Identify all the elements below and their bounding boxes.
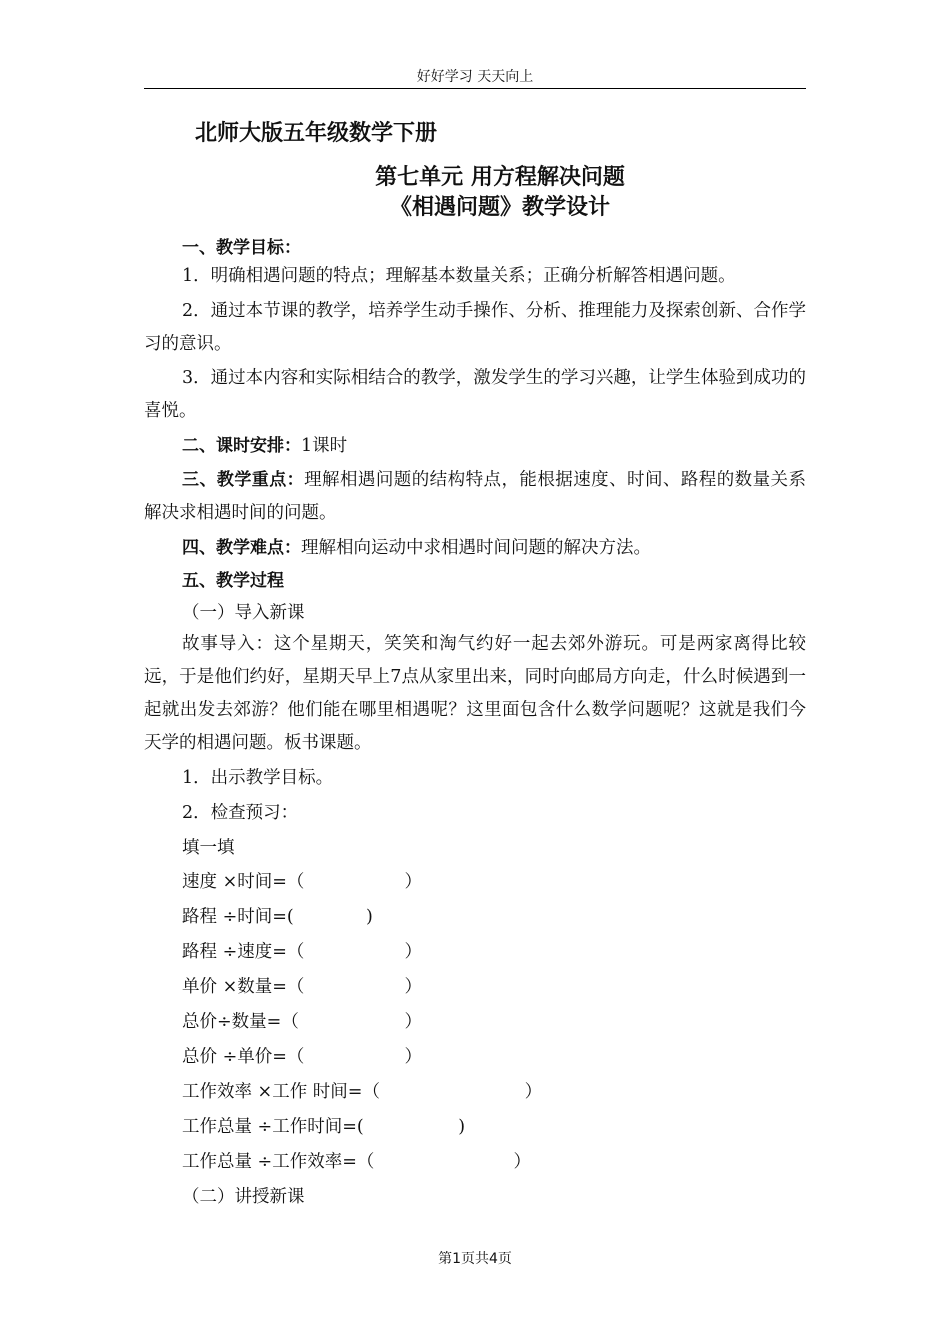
- section-difficulty: [182, 533, 651, 559]
- page-footer: 第1页共4页: [438, 1251, 512, 1267]
- header-rule: [144, 88, 806, 89]
- formula-line: 速度 ×时间=（ ）: [182, 872, 423, 892]
- section-schedule-text: 1课时: [301, 436, 348, 456]
- subsection-teaching: （二）讲授新课: [182, 1187, 305, 1207]
- unit-title: 第七单元 用方程解决问题: [375, 165, 625, 190]
- section-focus: [144, 464, 806, 530]
- section-difficulty-text: 理解相向运动中求相遇时间问题的解决方法。: [301, 538, 651, 558]
- formula-line: 单价 ×数量=（ ）: [182, 977, 423, 997]
- step-2: 2．检查预习：: [182, 803, 299, 823]
- step-1: 1．出示教学目标。: [182, 768, 334, 788]
- section-focus-heading: 三、教学重点：: [182, 470, 305, 490]
- formula-line: 总价 ÷单价=（ ）: [182, 1047, 423, 1067]
- formula-line: 工作总量 ÷工作时间=( ): [182, 1117, 466, 1137]
- section-difficulty-heading: 四、教学难点：: [182, 538, 301, 558]
- section-process-heading: 五、教学过程: [182, 571, 284, 591]
- lesson-title: 《相遇问题》教学设计: [389, 195, 610, 220]
- section-schedule: [182, 431, 347, 457]
- subsection-intro: （一）导入新课: [182, 603, 305, 623]
- goal-1: 1．明确相遇问题的特点；理解基本数量关系；正确分析解答相遇问题。: [182, 266, 736, 286]
- formula-line: 路程 ÷时间=( ): [182, 907, 373, 927]
- story-paragraph: 故事导入：这个星期天，笑笑和淘气约好一起去郊外游玩。可是两家离得比较远，于是他们约好，星期天早上7点从家里出来，同时向邮局方向走，什么时候遇到一起就出发去郊游？他们能在哪里相遇呢？这里面包含什么数学问题呢？这就是我们今天学的相遇问题。板书课题。: [144, 634, 806, 753]
- section-goals-heading: 一、教学目标：: [182, 238, 301, 258]
- formula-line: 路程 ÷速度=（ ）: [182, 942, 423, 962]
- section-schedule-heading: 二、课时安排：: [182, 436, 301, 456]
- formula-line: 总价÷数量=（ ）: [182, 1012, 423, 1032]
- formula-line: 工作效率 ×工作 时间=（ ）: [182, 1082, 543, 1102]
- goal-3: 3．通过本内容和实际相结合的教学，激发学生的学习兴趣，让学生体验到成功的喜悦。: [144, 368, 806, 421]
- fill-title: 填一填: [182, 838, 235, 858]
- goal-2: 2．通过本节课的教学，培养学生动手操作、分析、推理能力及探索创新、合作学习的意识。: [144, 301, 806, 354]
- page-header: 好好学习 天天向上: [416, 69, 534, 85]
- book-title: 北师大版五年级数学下册: [195, 121, 438, 146]
- formula-line: 工作总量 ÷工作效率=（ ）: [182, 1152, 531, 1172]
- section-focus-text: 理解相遇问题的结构特点，能根据速度、时间、路程的数量关系解决求相遇时间的问题。: [144, 470, 807, 523]
